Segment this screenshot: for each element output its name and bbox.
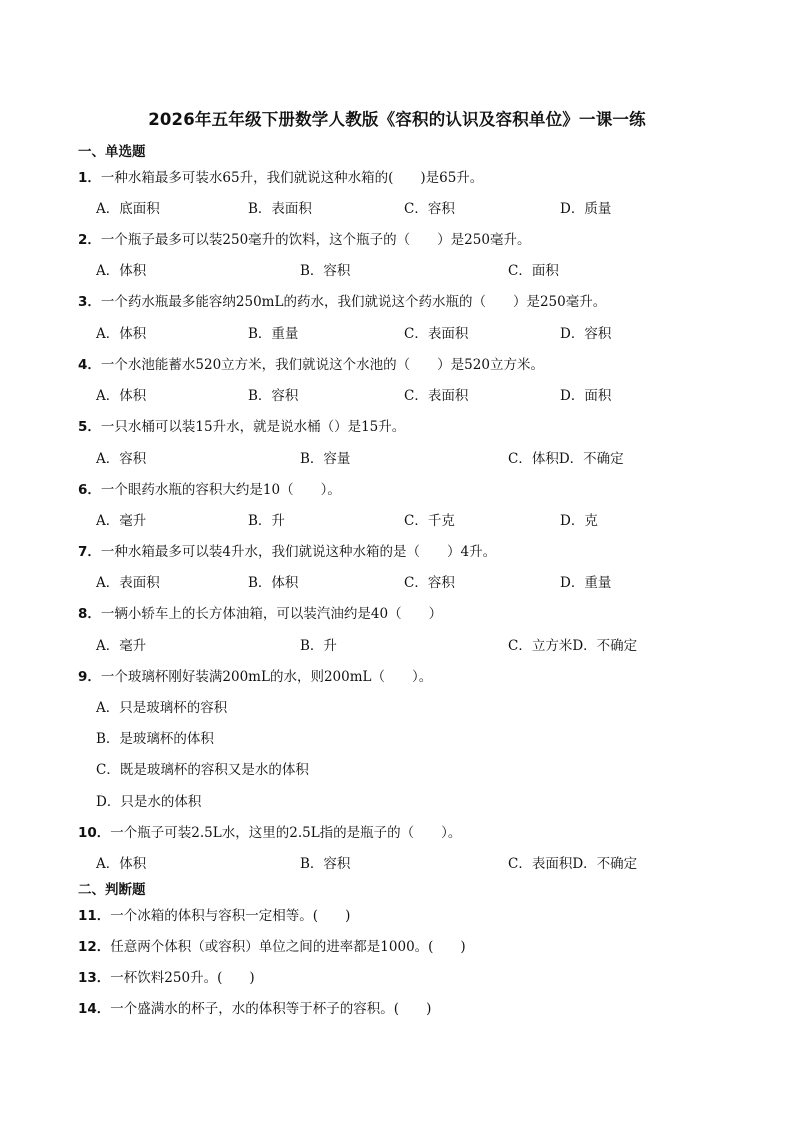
question-number: 12． [78, 939, 111, 955]
option-b: B．升 [300, 638, 337, 654]
question-number: 8． [78, 606, 101, 622]
option-b: B．容量 [300, 451, 351, 467]
options-row-4 [96, 384, 736, 404]
question-number: 5． [78, 419, 101, 435]
question-text: 一个盛满水的杯子，水的体积等于杯子的容积。( ) [110, 1001, 432, 1017]
option-b: B．重量 [248, 326, 299, 342]
question-3 [78, 290, 606, 310]
question-number: 6． [78, 482, 101, 498]
question-13 [78, 966, 255, 986]
option-d: D．面积 [560, 388, 612, 404]
option-c: C．千克 [404, 513, 455, 529]
option-b: B．容积 [300, 856, 351, 872]
option-d: D．克 [560, 513, 598, 529]
question-14 [78, 997, 431, 1017]
question-2 [78, 228, 530, 248]
question-1 [78, 166, 483, 186]
question-text: 一种水箱最多可装水65升，我们就说这种水箱的( )是65升。 [100, 170, 484, 186]
options-row-1 [96, 197, 736, 217]
question-text: 一个水池能蓄水520立方米，我们就说这个水池的（ ）是520立方米。 [100, 357, 544, 373]
option-a: A．体积 [96, 326, 147, 342]
question-text: 一个药水瓶最多能容纳250mL的药水，我们就说这个药水瓶的（ ）是250毫升。 [100, 294, 607, 310]
option-d: D．重量 [560, 575, 612, 591]
question-8 [78, 602, 442, 622]
option-c-d: C．体积D．不确定 [508, 451, 624, 467]
option-b: B．容积 [248, 388, 299, 404]
option-c-d: C．立方米D．不确定 [508, 638, 638, 654]
question-number: 2． [78, 232, 101, 248]
question-text: 一个冰箱的体积与容积一定相等。( ) [110, 908, 351, 924]
page-title: 2026年五年级下册数学人教版《容积的认识及容积单位》一课一练 [148, 110, 646, 129]
option-c: C．表面积 [404, 388, 469, 404]
question-11 [78, 904, 350, 924]
question-number: 14． [78, 1001, 111, 1017]
options-row-8 [96, 634, 736, 654]
question-number: 13． [78, 970, 111, 986]
option-a: A．毫升 [96, 638, 147, 654]
question-6 [78, 478, 341, 498]
question-number: 10． [78, 825, 111, 841]
option-b: B．是玻璃杯的体积 [96, 731, 214, 747]
option-c: C．表面积 [404, 326, 469, 342]
option-c: C．容积 [404, 201, 455, 217]
question-10 [78, 821, 461, 841]
question-7 [78, 540, 496, 560]
options-row-6 [96, 509, 736, 529]
options-row-2 [96, 259, 736, 279]
option-a: A．只是玻璃杯的容积 [96, 700, 228, 716]
question-9 [78, 665, 432, 685]
option-c: C．面积 [508, 263, 559, 279]
options-row-10 [96, 852, 736, 872]
option-b: B．体积 [248, 575, 299, 591]
option-a: A．体积 [96, 856, 147, 872]
option-a: A．体积 [96, 263, 147, 279]
question-text: 一辆小轿车上的长方体油箱，可以装汽油约是40（ ） [100, 606, 443, 622]
question-number: 9． [78, 669, 101, 685]
question-number: 1． [78, 170, 101, 186]
section-heading-single-choice: 一、单选题 [78, 144, 146, 160]
option-d: D．容积 [560, 326, 612, 342]
question-text: 任意两个体积（或容积）单位之间的进率都是1000。( ) [110, 939, 466, 955]
question-text: 一个玻璃杯刚好装满200mL的水，则200mL（ ）。 [100, 669, 433, 685]
question-12 [78, 935, 466, 955]
options-row-5 [96, 447, 736, 467]
option-d: D．只是水的体积 [96, 794, 202, 810]
question-5 [78, 415, 405, 435]
question-number: 3． [78, 294, 101, 310]
option-a: A．容积 [96, 451, 147, 467]
options-row-7 [96, 571, 736, 591]
option-c: C．容积 [404, 575, 455, 591]
question-text: 一只水桶可以装15升水，就是说水桶（）是15升。 [100, 419, 406, 435]
question-text: 一个瓶子可装2.5L水，这里的2.5L指的是瓶子的（ ）。 [110, 825, 462, 841]
question-number: 11． [78, 908, 111, 924]
option-a: A．底面积 [96, 201, 160, 217]
option-d: D．质量 [560, 201, 612, 217]
question-text: 一杯饮料250升。( ) [110, 970, 255, 986]
option-a: A．表面积 [96, 575, 160, 591]
question-number: 7． [78, 544, 101, 560]
option-b: B．容积 [300, 263, 351, 279]
option-b: B．表面积 [248, 201, 312, 217]
option-c-d: C．表面积D．不确定 [508, 856, 638, 872]
question-text: 一个眼药水瓶的容积大约是10（ ）。 [100, 482, 341, 498]
question-number: 4． [78, 357, 101, 373]
section-heading-true-false: 二、判断题 [78, 882, 146, 898]
question-text: 一种水箱最多可以装4升水，我们就说这种水箱的是（ ）4升。 [100, 544, 497, 560]
option-a: A．毫升 [96, 513, 147, 529]
option-c: C．既是玻璃杯的容积又是水的体积 [96, 762, 309, 778]
option-a: A．体积 [96, 388, 147, 404]
question-4 [78, 353, 544, 373]
options-row-3 [96, 322, 736, 342]
question-text: 一个瓶子最多可以装250毫升的饮料，这个瓶子的（ ）是250毫升。 [100, 232, 531, 248]
option-b: B．升 [248, 513, 285, 529]
